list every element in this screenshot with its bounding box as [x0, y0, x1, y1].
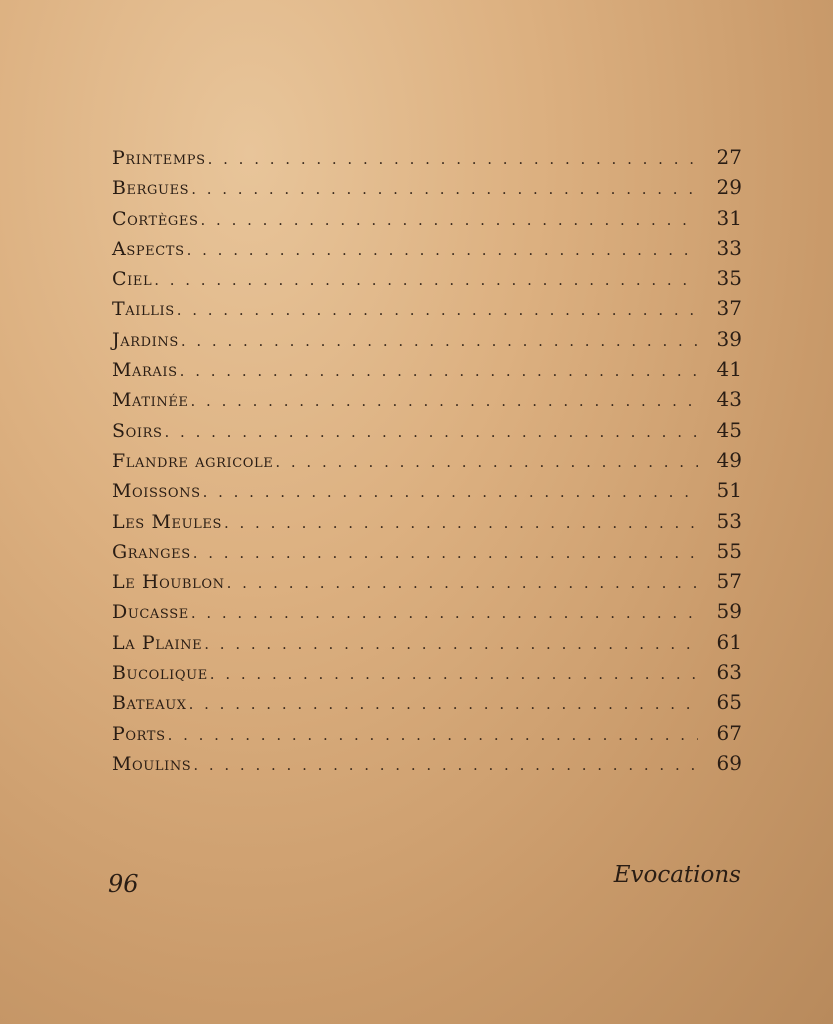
toc-entry-page: 31 [716, 205, 742, 230]
toc-entry [112, 293, 742, 323]
toc-entry-page: 45 [716, 417, 742, 442]
toc-entry-page: 29 [716, 175, 742, 200]
toc-entry-page: 53 [716, 508, 742, 533]
toc-entry-title: Jardins [112, 328, 179, 351]
toc-entry-page: 43 [716, 387, 742, 412]
toc-entry-title: Flandre agricole [112, 449, 274, 472]
toc-entry [112, 384, 742, 414]
dot-leader [191, 598, 698, 628]
dot-leader [193, 750, 698, 780]
toc-entry [112, 657, 742, 687]
toc-entry-title: Moulins [112, 752, 192, 775]
toc-entry-title: Bateaux [112, 692, 187, 715]
toc-entry [112, 506, 742, 536]
toc-entry-title: Le Houblon [112, 571, 225, 594]
page-number: 96 [108, 870, 139, 898]
toc-entry-page: 61 [716, 629, 742, 654]
table-of-contents [112, 142, 742, 778]
toc-entry-page: 37 [716, 296, 742, 321]
toc-entry-title: Bergues [112, 177, 190, 200]
toc-entry-title: Ports [112, 722, 166, 745]
toc-entry-title: Bucolique [112, 662, 208, 685]
toc-entry-page: 51 [716, 478, 742, 503]
toc-entry [112, 203, 742, 233]
toc-entry-page: 35 [716, 266, 742, 291]
toc-entry-page: 27 [716, 145, 742, 169]
toc-entry-page: 63 [716, 660, 742, 685]
toc-entry-title: Matinée [112, 389, 189, 412]
toc-entry-page: 41 [716, 357, 742, 382]
toc-entry-page: 67 [716, 720, 742, 745]
dot-leader [154, 265, 698, 295]
toc-entry [112, 475, 742, 505]
toc-entry [112, 566, 742, 596]
toc-entry [112, 596, 742, 626]
dot-leader [191, 386, 699, 416]
dot-leader [191, 174, 698, 204]
toc-entry-page: 57 [716, 569, 742, 594]
toc-entry-title: Ducasse [112, 601, 189, 624]
toc-entry [112, 748, 742, 778]
dot-leader [201, 205, 699, 235]
toc-entry-page: 55 [716, 538, 742, 563]
toc-entry-title: La Plaine [112, 631, 203, 654]
toc-entry-page: 69 [716, 750, 742, 775]
toc-entry [112, 354, 742, 384]
toc-entry-page: 65 [716, 690, 742, 715]
dot-leader [210, 659, 698, 689]
dot-leader [224, 508, 698, 538]
toc-entry-title: Les Meules [112, 510, 222, 533]
toc-entry-title: Granges [112, 540, 191, 563]
toc-entry-title: Moissons [112, 480, 201, 503]
dot-leader [168, 720, 698, 750]
dot-leader [165, 417, 698, 447]
toc-entry-title: Marais [112, 359, 178, 382]
running-title: Evocations [613, 862, 741, 888]
toc-entry-title: Soirs [112, 419, 163, 442]
toc-entry-title: Ciel [112, 268, 153, 291]
dot-leader [208, 144, 698, 174]
dot-leader [187, 235, 698, 265]
toc-entry-title: Cortèges [112, 207, 199, 230]
toc-entry [112, 415, 742, 445]
toc-entry-page: 59 [716, 599, 742, 624]
toc-entry [112, 718, 742, 748]
toc-entry [112, 687, 742, 717]
toc-entry [112, 627, 742, 657]
dot-leader [180, 356, 698, 386]
toc-entry-page: 49 [716, 447, 742, 472]
toc-entry [112, 263, 742, 293]
dot-leader [193, 538, 698, 568]
dot-leader [227, 568, 698, 598]
dot-leader [203, 477, 698, 507]
toc-entry-title: Aspects [112, 237, 185, 260]
toc-entry [112, 445, 742, 475]
dot-leader [189, 689, 698, 719]
toc-entry [112, 142, 742, 172]
dot-leader [181, 326, 698, 356]
toc-entry [112, 233, 742, 263]
toc-entry [112, 172, 742, 202]
toc-entry [112, 324, 742, 354]
dot-leader [177, 295, 698, 325]
toc-entry-title: Printemps [112, 147, 206, 169]
dot-leader [275, 447, 698, 477]
dot-leader [204, 629, 698, 659]
toc-entry-page: 33 [716, 235, 742, 260]
toc-entry-title: Taillis [112, 298, 175, 321]
toc-entry [112, 536, 742, 566]
toc-entry-page: 39 [716, 326, 742, 351]
